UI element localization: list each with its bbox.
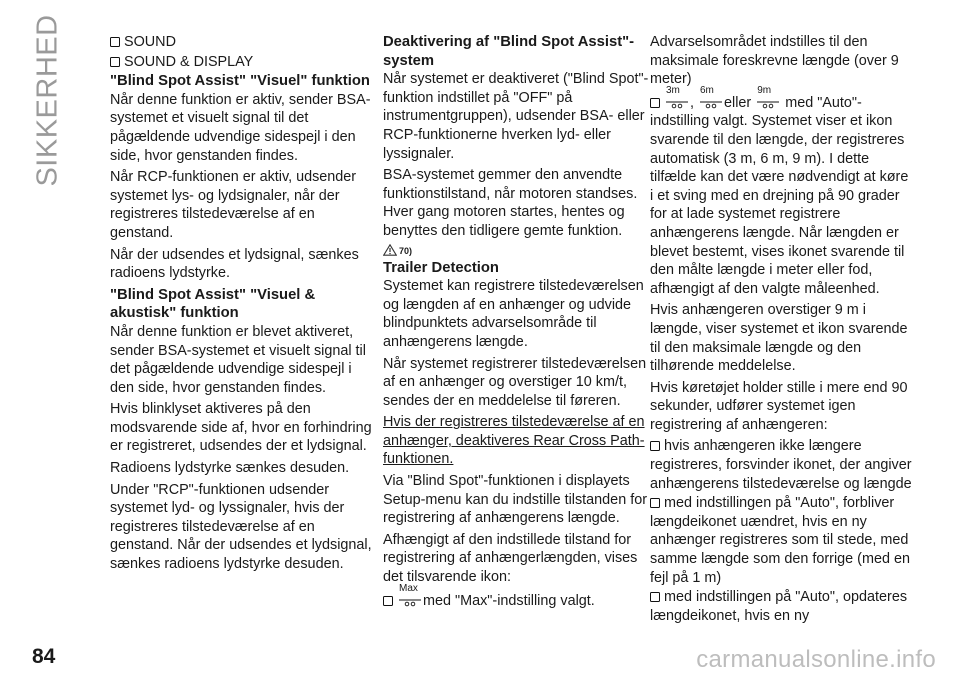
paragraph: Via "Blind Spot"-funktionen i displayets Setup-menu kan du indstille tilstanden for registrering af anhængerens længde. <box>383 473 647 527</box>
warning-reference: 70) <box>383 244 651 258</box>
paragraph: Hvis blinklyset aktiveres på den modsvarende side af, hvor en forhindring er registreret, udsendes der et lydsignal. <box>110 401 372 455</box>
paragraph: Radioens lydstyrke sænkes desuden. <box>110 460 350 477</box>
checkbox-icon <box>110 37 120 47</box>
paragraph: Når denne funktion er aktiv, sender BSA-systemet et visuelt signal til det pågældende udvendige sidespejl i den side, hvor genstanden findes. <box>110 91 371 164</box>
list-item: Max med "Max"-indstilling valgt. <box>383 590 651 611</box>
paragraph: Når denne funktion er blevet aktiveret, sender BSA-systemet et visuelt signal til det pågældende udvendige sidespejl i den side, hvor genstanden findes. <box>110 323 366 396</box>
list-item: hvis anhængeren ikke længere registreres, forsvinder ikonet, der angiver anhængerens tilstedeværelse og længde <box>650 438 912 492</box>
paragraph: Afhængigt af den indstillede tilstand for registrering af anhængerlængden, vises det tilsvarende ikon: <box>383 531 638 586</box>
page-number: 84 <box>32 645 56 668</box>
checkbox-icon <box>650 98 660 108</box>
paragraph: Når systemet registrerer tilstedeværelsen af en anhænger og overstiger 10 km/t, sendes der en meddelelse til føreren. <box>383 355 647 409</box>
heading-visual-function: "Blind Spot Assist" "Visuel" funktion <box>110 73 370 90</box>
paragraph: Advarselsområdet indstilles til den maksimale foreskrevne længde (over 9 meter) <box>650 34 899 88</box>
paragraph: Hvis anhængeren overstiger 9 m i længde, viser systemet et ikon svarende til den maksimale længde og den tilhørende meddelelse. <box>650 302 908 375</box>
underlined-note: Hvis der registreres tilstedeværelse af en anhænger, deaktiveres Rear Cross Path-funktionen. <box>383 414 645 468</box>
checkbox-icon <box>110 57 120 67</box>
heading-deactivation: Deaktivering af "Blind Spot Assist"-system <box>383 34 635 69</box>
trailer-icon-9m: 9m <box>756 92 780 112</box>
warning-triangle-icon <box>383 244 397 256</box>
column-2 <box>383 33 651 611</box>
column-1 <box>110 33 378 577</box>
section-tab-label: SIKKERHED <box>31 13 64 187</box>
paragraph: Under "RCP"-funktionen udsender systemet lyd- og lyssignaler, hvis der registreres tilstedeværelse af en genstand. Når der udsendes et lydsignal, sænkes radioens lydstyrke desuden. <box>110 481 372 573</box>
heading-trailer-detection: Trailer Detection <box>383 259 499 276</box>
list-item: SOUND & DISPLAY <box>110 53 378 72</box>
trailer-icon-3m: 3m <box>665 92 689 112</box>
trailer-icon: Max <box>398 590 422 610</box>
list-item: SOUND <box>110 33 378 52</box>
paragraph: Systemet kan registrere tilstedeværelsen og længden af en anhænger og udvide blindpunktets advarselsområde til anhængerens længde. <box>383 278 644 350</box>
paragraph: BSA-systemet gemmer den anvendte funktionstilstand, når motoren standses. Hver gang motoren startes, hentes og benyttes den tidligere gemte funktion. <box>383 167 638 239</box>
heading-visual-acoustic-function: "Blind Spot Assist" "Visuel & akustisk" funktion <box>110 286 316 322</box>
column-3 <box>650 33 912 626</box>
paragraph: Når systemet er deaktiveret ("Blind Spot"-funktion indstillet på "OFF" på instrumentgruppen), udsender BSA- eller RCP-funktionerne hverken lyd- eller lyssignaler. <box>383 71 649 162</box>
checkbox-icon <box>650 441 660 451</box>
watermark: carmanualsonline.info <box>696 646 936 673</box>
list-item: med indstillingen på "Auto", opdateres længdeikonet, hvis en ny <box>650 589 908 624</box>
paragraph: 3m , 6m eller 9m med "Auto"-indstilling valgt. Systemet viser et ikon svarende til den længde, der registreres automatisk (3 m, 6 m, 9 m). I dette tilfælde kan det være nødvendigt at køre i et sving med en drejning på 90 grader for at lade systemet registrere anhængerens længde. Når længden er blevet bestemt, vises ikonet svarende til den målte længde i meter eller fod, afhængigt af den valgte måleenhed. <box>650 84 909 297</box>
list-item: med indstillingen på "Auto", forbliver længdeikonet uændret, hvis en ny anhænger registreres som til stede, med samme længde som den forrige (med en fejl på 1 m) <box>650 495 910 586</box>
paragraph: Når RCP-funktionen er aktiv, udsender systemet lys- og lydsignaler, når der registreres tilstedeværelse af en genstand. <box>110 169 357 241</box>
trailer-icon-6m: 6m <box>699 92 723 112</box>
checkbox-icon <box>650 592 660 602</box>
checkbox-icon <box>383 596 393 606</box>
section-tab <box>22 13 74 187</box>
paragraph: Hvis køretøjet holder stille i mere end 90 sekunder, udfører systemet igen registrering af anhængeren: <box>650 379 908 433</box>
checkbox-icon <box>650 498 660 508</box>
paragraph: Når der udsendes et lydsignal, sænkes radioens lydstyrke. <box>110 246 359 282</box>
